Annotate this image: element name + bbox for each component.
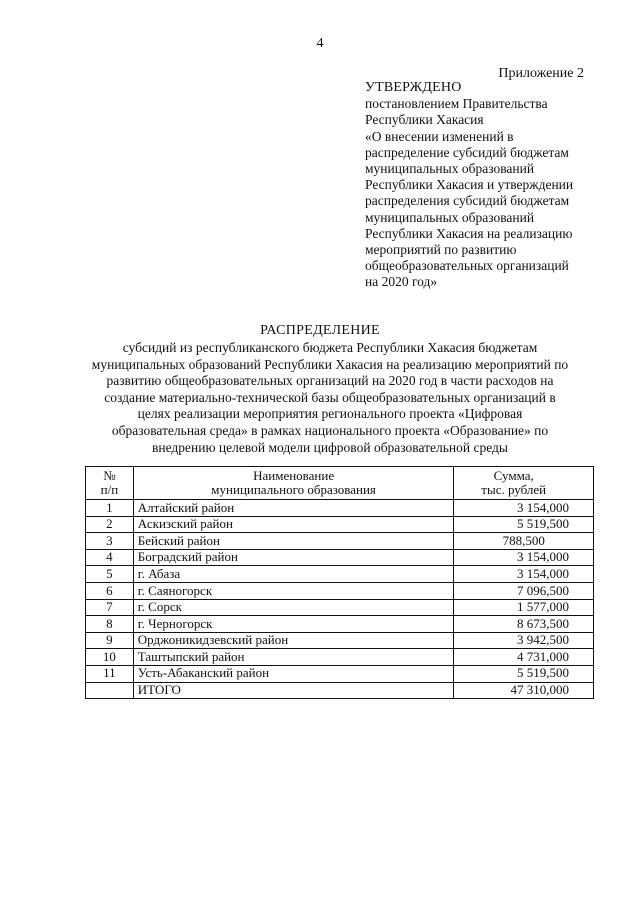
- row-sum: 1 577,000: [454, 599, 594, 616]
- row-name: г. Саяногорск: [133, 582, 454, 599]
- document-subtitle: [80, 340, 580, 456]
- row-sum: 3 942,500: [454, 632, 594, 649]
- row-sum: 788,500: [454, 533, 594, 550]
- row-name: Таштыпский район: [133, 649, 454, 666]
- approval-line: Республики Хакасия и утверждении: [365, 177, 574, 193]
- table-total-row: [86, 682, 594, 699]
- header-sum-line: Сумма,: [493, 467, 534, 483]
- approval-line: «О внесении изменений в: [365, 128, 514, 144]
- row-num: 7: [86, 599, 134, 616]
- subsidy-table: [85, 466, 594, 699]
- total-label: ИТОГО: [133, 682, 454, 699]
- total-num: [86, 682, 134, 699]
- row-num: 3: [86, 533, 134, 550]
- row-sum: 5 519,500: [454, 665, 594, 682]
- subtitle-line: развитию общеобразовательных организаций на 2020 год в части расходов на: [106, 373, 554, 389]
- table-row: [86, 500, 594, 517]
- row-name: Орджоникидзевский район: [133, 632, 454, 649]
- header-name-line: Наименование: [253, 467, 335, 483]
- subtitle-line: муниципальных образований Республики Хакасия на реализацию мероприятий по: [91, 356, 569, 372]
- row-num: 9: [86, 632, 134, 649]
- subtitle-line: внедрению целевой модели цифровой образовательной среды: [152, 439, 508, 455]
- row-num: 10: [86, 649, 134, 666]
- row-sum: 3 154,000: [454, 566, 594, 583]
- row-num: 1: [86, 500, 134, 517]
- header-sum: [454, 467, 594, 500]
- approval-line: Республики Хакасия на реализацию: [365, 225, 573, 241]
- approval-block: [365, 80, 605, 291]
- row-num: 5: [86, 566, 134, 583]
- table-row: [86, 665, 594, 682]
- subtitle-line: создание материально-технической базы общеобразовательных организаций в: [104, 389, 556, 405]
- subtitle-line: субсидий из республиканского бюджета Республики Хакасия бюджетам: [122, 340, 538, 355]
- row-sum: 5 519,500: [454, 516, 594, 533]
- row-sum: 3 154,000: [454, 500, 594, 517]
- row-num: 11: [86, 665, 134, 682]
- row-sum: 3 154,000: [454, 549, 594, 566]
- row-name: г. Сорск: [133, 599, 454, 616]
- row-num: 2: [86, 516, 134, 533]
- row-num: 6: [86, 582, 134, 599]
- header-name-line: муниципального образования: [211, 482, 376, 497]
- approval-line: общеобразовательных организаций: [365, 258, 569, 274]
- table-row: [86, 649, 594, 666]
- row-name: Боградский район: [133, 549, 454, 566]
- row-name: Алтайский район: [133, 500, 454, 517]
- appendix-label: Приложение 2: [498, 66, 584, 81]
- approval-line: распределение субсидий бюджетам: [365, 144, 569, 160]
- row-num: 4: [86, 549, 134, 566]
- document-title: РАСПРЕДЕЛЕНИЕ: [260, 323, 380, 338]
- header-num-line: п/п: [100, 482, 119, 497]
- row-sum: 7 096,500: [454, 582, 594, 599]
- approval-line: распределения субсидий бюджетам: [365, 193, 570, 209]
- row-num: 8: [86, 616, 134, 633]
- header-sum-line: тыс. рублей: [481, 482, 547, 497]
- page-number: 4: [316, 36, 324, 51]
- row-name: Бейский район: [133, 533, 454, 550]
- row-name: г. Абаза: [133, 566, 454, 583]
- header-name: [133, 467, 454, 500]
- header-num-line: №: [103, 467, 116, 483]
- table-row: [86, 516, 594, 533]
- row-sum: 4 731,000: [454, 649, 594, 666]
- subtitle-line: целях реализации мероприятия регионального проекта «Цифровая: [137, 406, 523, 422]
- table-header-row: [86, 467, 594, 500]
- approval-line: Республики Хакасия: [365, 112, 484, 128]
- table-row: [86, 632, 594, 649]
- subtitle-line: образовательная среда» в рамках национального проекта «Образование» по: [111, 422, 549, 438]
- header-num: [86, 467, 134, 500]
- row-sum: 8 673,500: [454, 616, 594, 633]
- total-sum: 47 310,000: [454, 682, 594, 699]
- approved-heading: УТВЕРЖДЕНО: [365, 80, 462, 95]
- table-row: [86, 533, 594, 550]
- table-row: [86, 582, 594, 599]
- table-row: [86, 549, 594, 566]
- approval-line: постановлением Правительства: [365, 96, 548, 112]
- table-row: [86, 616, 594, 633]
- approval-line: муниципальных образований: [365, 209, 535, 225]
- approval-line: муниципальных образований: [365, 161, 535, 177]
- row-name: Аскизский район: [133, 516, 454, 533]
- table-row: [86, 566, 594, 583]
- row-name: Усть-Абаканский район: [133, 665, 454, 682]
- approval-line: мероприятий по развитию: [365, 242, 517, 258]
- approval-line: на 2020 год»: [365, 274, 438, 290]
- row-name: г. Черногорск: [133, 616, 454, 633]
- table-row: [86, 599, 594, 616]
